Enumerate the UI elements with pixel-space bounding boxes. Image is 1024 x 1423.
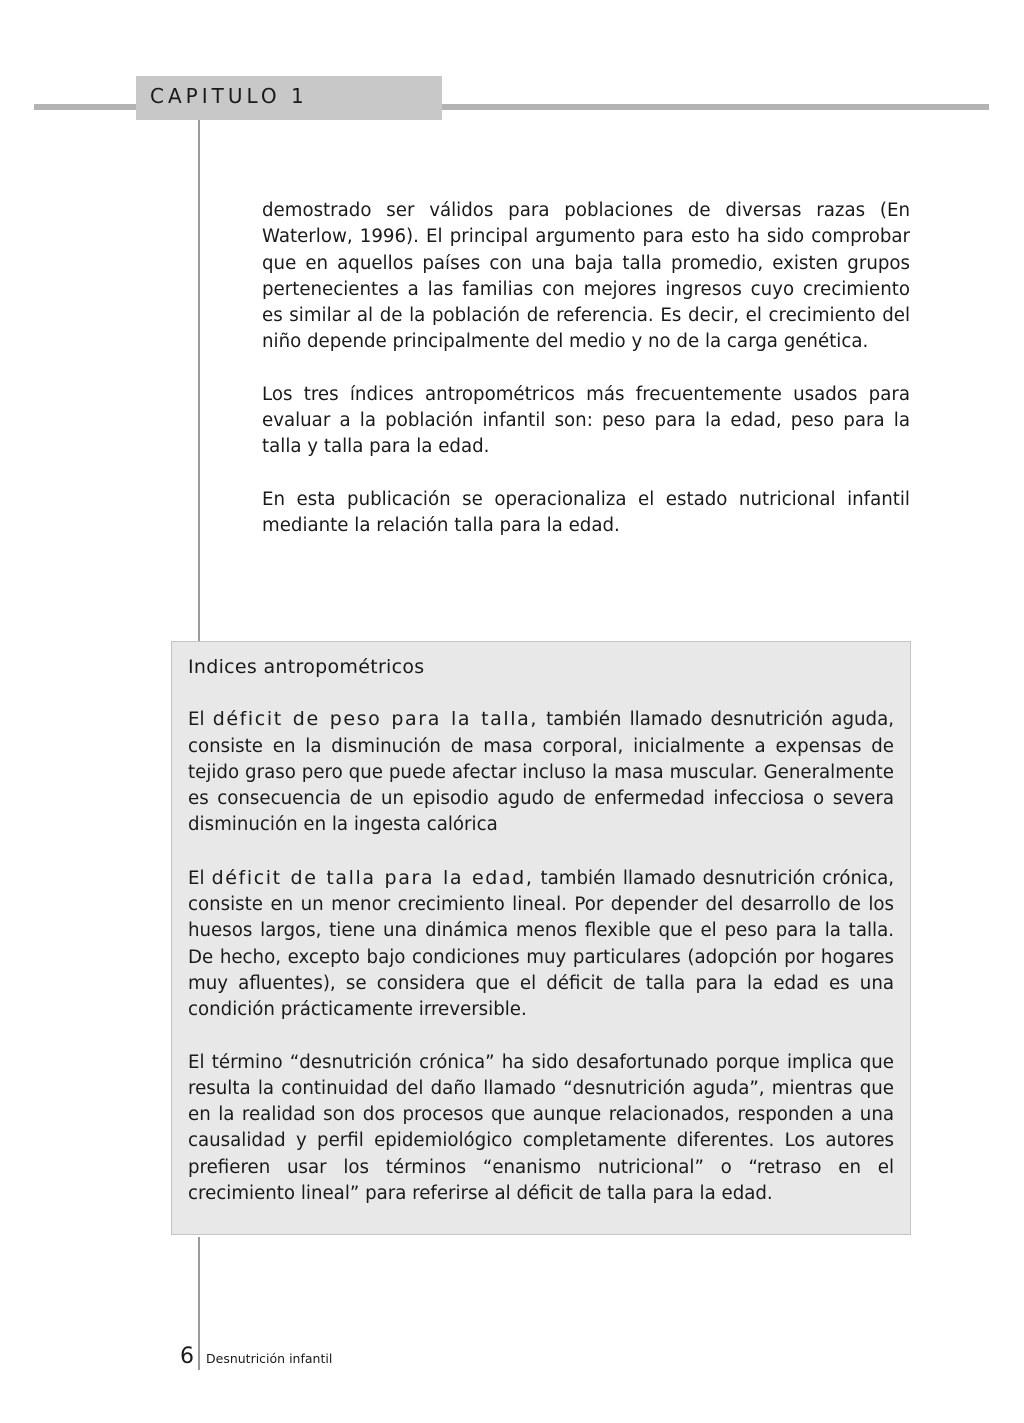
info-box-title: Indices antropométricos (188, 656, 425, 678)
footer-publication-title: Desnutrición infantil (206, 1351, 333, 1366)
box-paragraph-text: también llamado desnutrición aguda, consiste en la disminución de masa corporal, inicialmente a expensas de tejido graso pero que puede afectar incluso la masa muscular. Generalmente es consecuencia de un episodio agudo de enfermedad infecciosa o severa disminución en la ingesta calórica (188, 709, 894, 836)
info-box (171, 641, 911, 1235)
margin-rule-bottom (198, 1237, 200, 1370)
body-paragraph: En esta publicación se operacionaliza el estado nutricional infantil mediante la relación talla para la edad. (262, 488, 910, 536)
margin-rule-top (198, 120, 200, 642)
chapter-label: CAPITULO 1 (150, 84, 308, 108)
info-box-content (188, 654, 894, 1233)
body-text (262, 198, 910, 565)
box-paragraph-text: también llamado desnutrición crónica, consiste en un menor crecimiento lineal. Por depender del desarrollo de los huesos largos, tiene una dinámica menos flexible que el peso para la talla. De hecho, excepto bajo condiciones muy particulares (adopción por hogares muy afluentes), se considera que el déficit de talla para la edad es una condición prácticamente irreversible. (188, 867, 895, 1021)
box-paragraph-terminology: El término “desnutrición crónica” ha sido desafortunado porque implica que resulta la continuidad del daño llamado “desnutrición aguda”, mientras que en la realidad son dos procesos que aunque relacionados, responden a una causalidad y perfil epidemiológico completamente diferentes. Los autores prefieren usar los términos “enanismo nutricional” o “retraso en el crecimiento lineal” para referirse al déficit de talla para la edad. (188, 1051, 894, 1205)
body-paragraph: Los tres índices antropométricos más frecuentemente usados para evaluar a la población infantil son: peso para la edad, peso para la talla y talla para la edad. (262, 383, 910, 458)
page-number: 6 (180, 1344, 194, 1369)
body-paragraph: demostrado ser válidos para poblaciones de diversas razas (En Waterlow, 1996). El principal argumento para esto ha sido comprobar que en aquellos países con una baja talla promedio, existen grupos pertenecientes a las familias con mejores ingresos cuyo crecimiento es similar al de la población de referencia. Es decir, el crecimiento del niño depende principalmente del medio y no de la carga genética. (262, 200, 910, 353)
term-deficit-talla-edad: déficit de talla para la edad, (211, 866, 534, 889)
term-deficit-peso-talla: déficit de peso para la talla, (212, 708, 539, 731)
box-paragraph-intro: El (188, 709, 213, 731)
box-paragraph-talla-edad (188, 865, 894, 1024)
box-paragraph-peso-talla (188, 706, 894, 838)
box-paragraph-intro: El (188, 867, 212, 889)
